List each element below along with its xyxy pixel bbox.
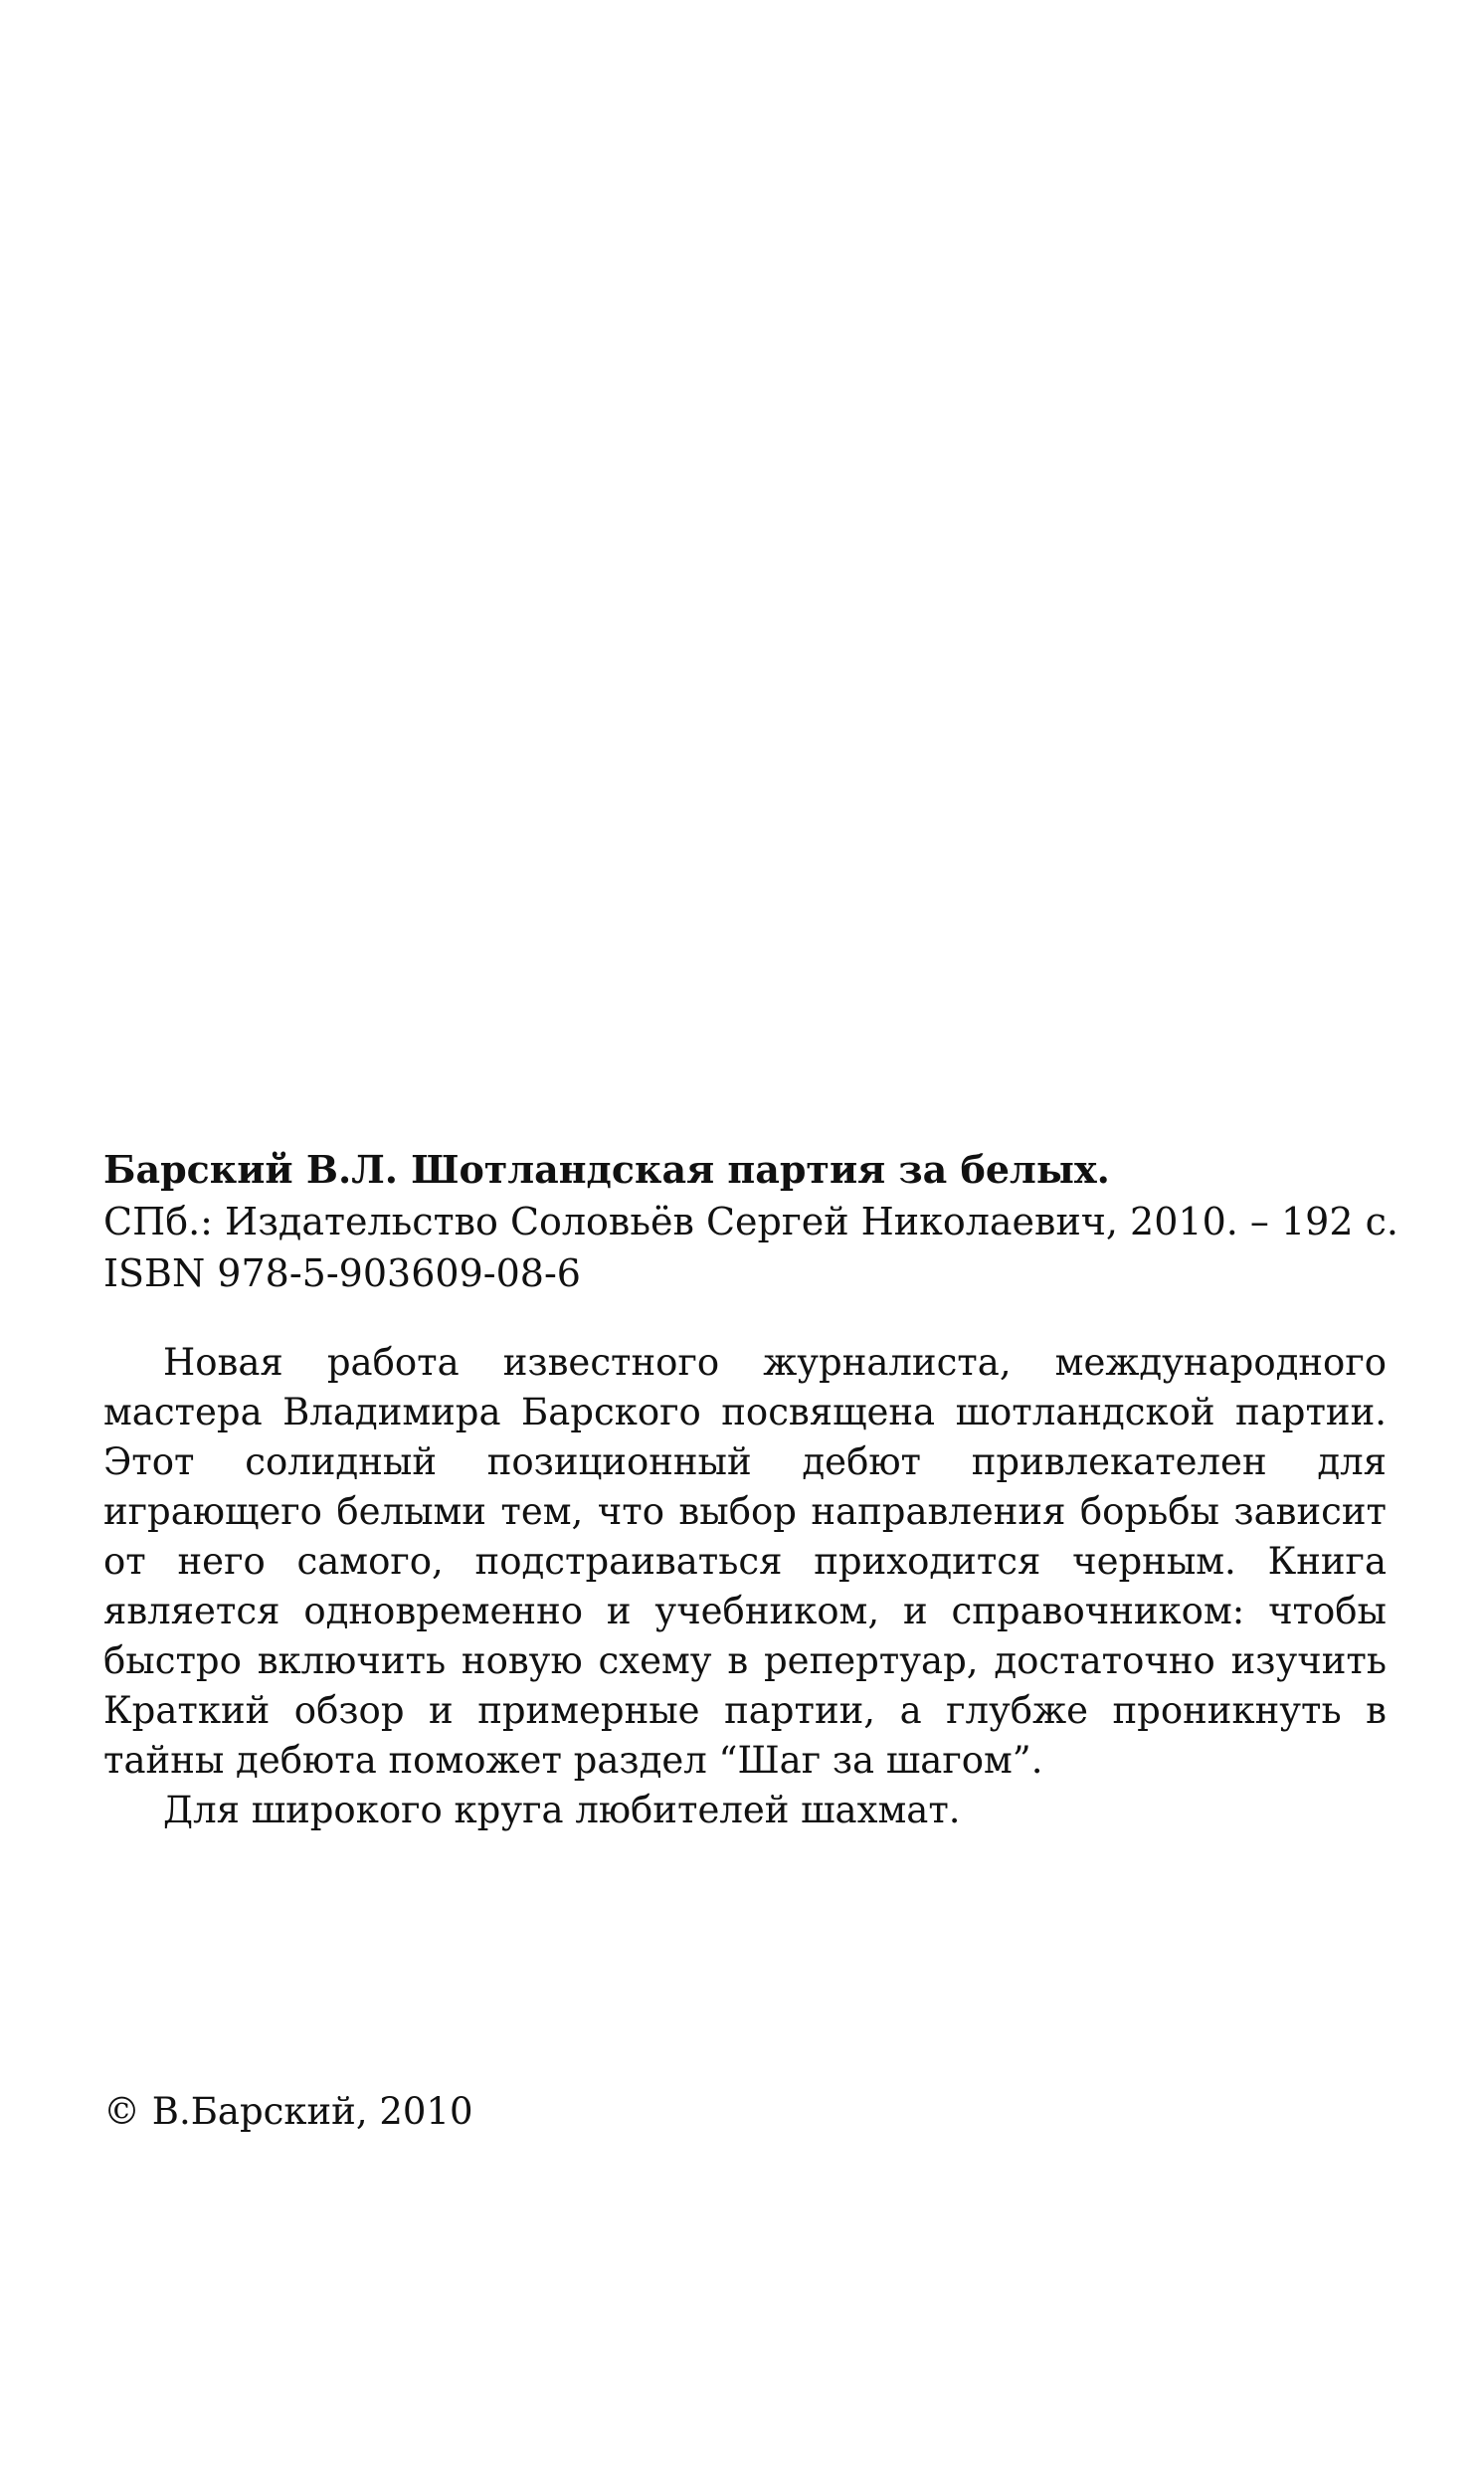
copyright-notice: © В.Барский, 2010 <box>103 2090 473 2133</box>
bibliographic-record <box>103 1144 1396 1299</box>
annotation-paragraph: Новая работа известного журналиста, международного мастера Владимира Барского посвящена шотландской партии. Этот солидный позиционный дебют привлекателен для играющего белыми тем, что выбор направления борьбы зависит от него самого, подстраиваться приходится черным. Книга является одновременно и учебником, и справочником: чтобы быстро включить новую схему в репертуар, достаточно изучить Краткий обзор и примерные партии, а глубже проникнуть в тайны дебюта поможет раздел “Шаг за шагом”. <box>103 1341 1387 1782</box>
book-title-line: Барский В.Л. Шотландская партия за белых. <box>103 1147 1110 1192</box>
isbn-line: ISBN 978-5-903609-08-6 <box>103 1251 581 1295</box>
annotation-text <box>103 1338 1387 1835</box>
annotation-audience: Для широкого круга любителей шахмат. <box>163 1789 961 1831</box>
publisher-line: СПб.: Издательство Соловьёв Сергей Николаевич, 2010. – 192 с. <box>103 1200 1398 1243</box>
